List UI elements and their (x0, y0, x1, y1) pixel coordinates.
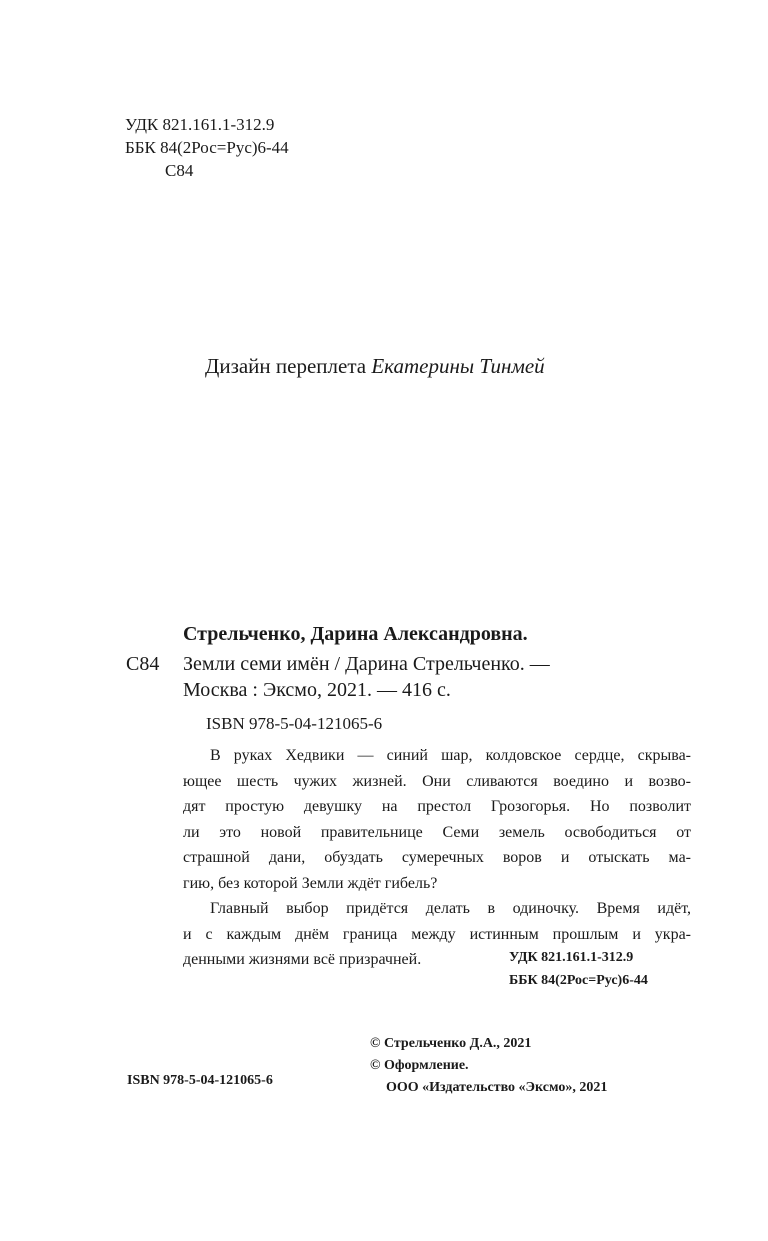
annotation-line: ли это новой правительнице Семи земель освободиться от (183, 823, 691, 841)
catalog-title-line-2: Москва : Эксмо, 2021. — 416 с. (183, 679, 451, 701)
annotation-line: денными жизнями всё призрачней. (183, 951, 422, 968)
annotation-line: ющее шесть чужих жизней. Они сливаются воедино и возво- (183, 772, 691, 790)
catalog-author-mark: С84 (126, 653, 160, 675)
catalog-title-line-1: Земли семи имён / Дарина Стрельченко. — (183, 653, 550, 675)
annotation (183, 743, 691, 973)
catalog-isbn: ISBN 978-5-04-121065-6 (206, 714, 383, 733)
cover-designer-credit (205, 354, 545, 379)
catalog-author: Стрельченко, Дарина Александровна. (183, 623, 528, 645)
copyright-design: © Оформление. (370, 1058, 469, 1073)
top-classification-codes (125, 113, 289, 182)
annotation-line: дят простую девушку на престол Грозогорья. Но позволит (183, 798, 691, 815)
annotation-line: страшной дани, обуздать сумеречных воров и отыскать ма- (183, 849, 691, 866)
bottom-classification-codes (509, 946, 648, 992)
annotation-line: Главный выбор придётся делать в одиночку. Время идёт, (210, 900, 691, 917)
udk-code: УДК 821.161.1-312.9 (125, 115, 275, 134)
designer-name: Екатерины Тинмей (371, 354, 545, 378)
isbn-bottom: ISBN 978-5-04-121065-6 (127, 1073, 273, 1088)
udk-code: УДК 821.161.1-312.9 (509, 950, 634, 965)
designer-prefix: Дизайн переплета (205, 354, 367, 378)
annotation-line: и с каждым днём граница между истинным прошлым и укра- (183, 925, 691, 943)
bbk-code: ББК 84(2Рос=Рус)6-44 (509, 973, 648, 988)
copyright-author: © Стрельченко Д.А., 2021 (370, 1036, 532, 1051)
copyright-block (370, 1033, 607, 1099)
copyright-publisher: ООО «Издательство «Эксмо», 2021 (386, 1080, 608, 1095)
annotation-line: В руках Хедвики — синий шар, колдовское сердце, скрыва- (210, 747, 691, 764)
bbk-code: ББК 84(2Рос=Рус)6-44 (125, 138, 289, 157)
author-mark: С84 (165, 161, 194, 180)
annotation-paragraph-1 (183, 743, 691, 896)
annotation-line: гию, без которой Земли ждёт гибель? (183, 874, 438, 892)
